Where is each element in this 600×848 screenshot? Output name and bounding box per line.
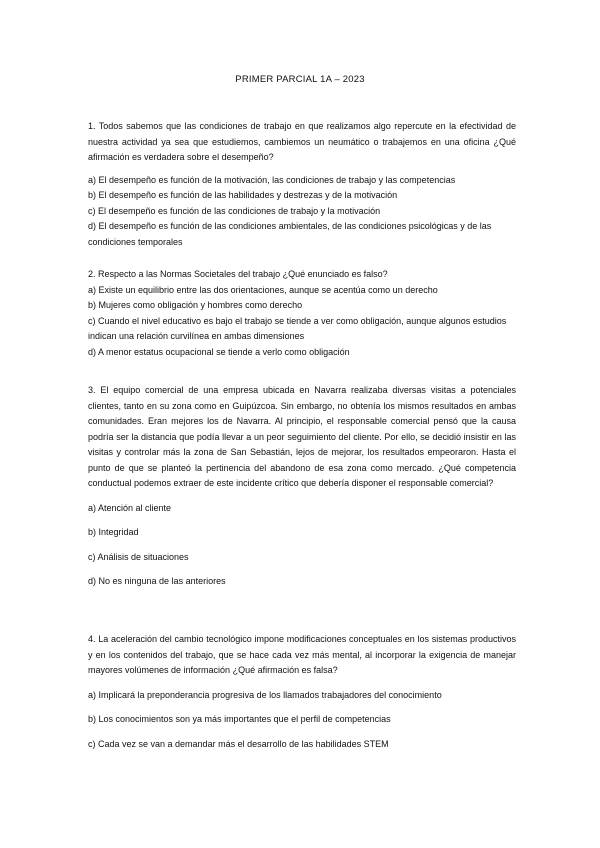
option-d: d) El desempeño es función de las condiciones ambientales, de las condiciones psicológicas y de las condiciones temporales [88, 221, 492, 247]
question-3 [88, 383, 516, 590]
option-b: b) Mujeres como obligación y hombres como derecho [88, 300, 303, 310]
option-c: c) Cuando el nivel educativo es bajo el trabajo se tiende a ver como obligación, aunque algunos estudios indican una relación curvilínea en ambas dimensiones [88, 315, 507, 341]
question-stem: 3. El equipo comercial de una empresa ubicada en Navarra realizaba diversas visitas a potenciales clientes, tanto en su zona como en Guipúzcoa. Sin embargo, no obtenía los mismos resultados en ambas comunidades. Eran mejores los de Navarra. Al principio, el responsable comercial pensó que la causa podría ser la distancia que podía llevar a un peor seguimiento del cliente. Por ello, se decidió insistir en las visitas y controlar más la zona de San Sebastián, lejos de mejorar, los resultados empeoraron. Hasta el punto de que se planteó la pertinencia del abandono de esa zona como mercado. ¿Qué competencia conductual podemos extraer de este incidente crítico que debería disponer el responsable comercial? [88, 385, 516, 488]
options-list [88, 688, 516, 753]
option-a: a) Existe un equilibrio entre las dos orientaciones, aunque se acentúa como un derecho [88, 284, 438, 295]
question-2 [88, 267, 516, 360]
option-c: c) Cada vez se van a demandar más el desarrollo de las habilidades STEM [88, 738, 389, 749]
options-list [88, 501, 516, 590]
option-d: d) No es ninguna de las anteriores [88, 576, 226, 586]
option-a: a) Atención al cliente [88, 502, 172, 513]
question-stem: 1. Todos sabemos que las condiciones de trabajo en que realizamos algo repercute en la efectividad de nuestra actividad ya sea que estudiemos, cambiemos un neumático o trabajemos en una oficina ¿Qué afirmación es verdadera sobre el desempeño? [88, 121, 516, 162]
page-title: PRIMER PARCIAL 1A – 2023 [235, 74, 365, 85]
option-c: c) El desempeño es función de las condiciones de trabajo y la motivación [88, 205, 381, 216]
question-stem: 2. Respecto a las Normas Societales del trabajo ¿Qué enunciado es falso? [88, 269, 388, 279]
question-4 [88, 632, 516, 752]
option-b: b) Los conocimientos son ya más importantes que el perfil de competencias [88, 714, 391, 724]
option-c: c) Análisis de situaciones [88, 551, 189, 562]
option-b: b) El desempeño es función de las habilidades y destrezas y de la motivación [88, 190, 398, 200]
option-d: d) A menor estatus ocupacional se tiende a verlo como obligación [88, 346, 350, 357]
option-a: a) El desempeño es función de la motivación, las condiciones de trabajo y las competencias [88, 174, 456, 185]
question-1 [88, 119, 516, 250]
options-list [88, 283, 516, 361]
options-list [88, 173, 516, 251]
option-b: b) Integridad [88, 527, 139, 537]
question-stem: 4. La aceleración del cambio tecnológico impone modificaciones conceptuales en los sistemas productivos y en los contenidos del trabajo, que se hace cada vez más mental, al incorporar la exigencia de manejar mayores volúmenes de información ¿Qué afirmación es falsa? [88, 634, 516, 675]
option-a: a) Implicará la preponderancia progresiva de los llamados trabajadores del conocimiento [88, 689, 442, 700]
